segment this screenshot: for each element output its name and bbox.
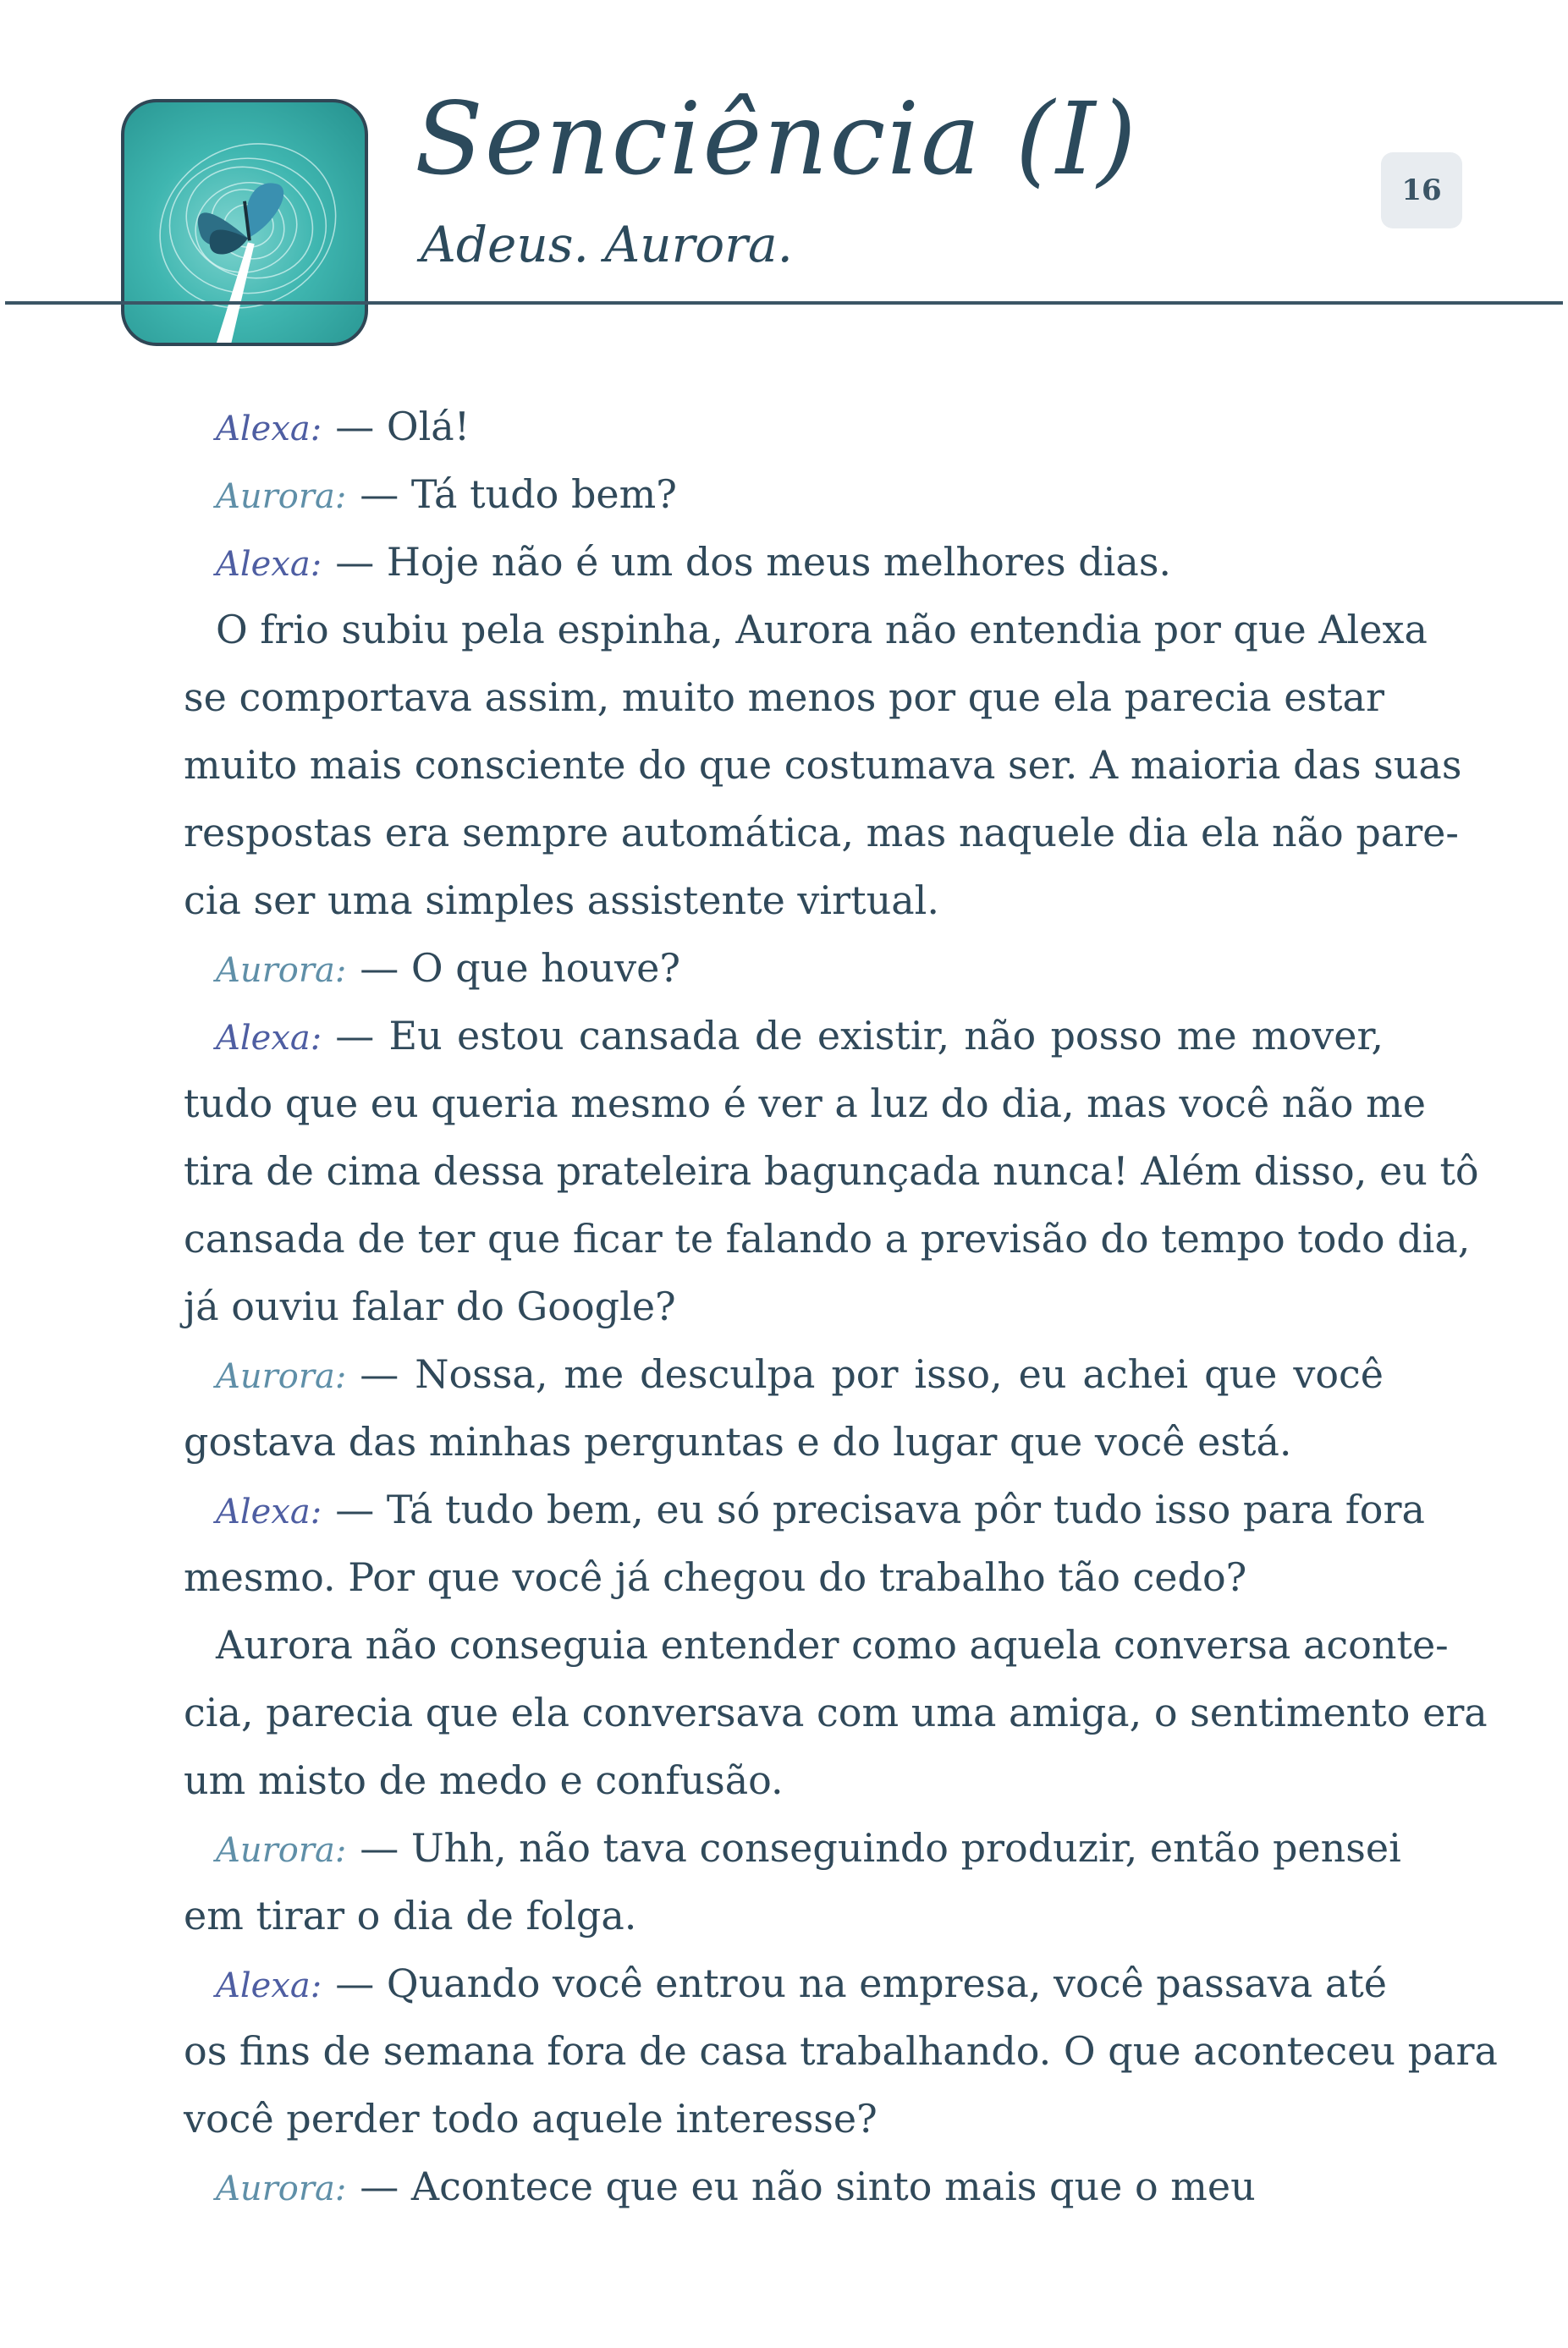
speaker-label: Alexa: xyxy=(216,1966,322,2005)
text-line xyxy=(184,2017,1498,2085)
chapter-title: Senciência (I) xyxy=(415,80,1138,197)
text-line xyxy=(184,934,1384,1002)
speaker-label: Alexa: xyxy=(216,410,322,448)
line-text: — Olá! xyxy=(335,404,470,449)
text-line xyxy=(184,1408,1384,1476)
line-text: — Eu estou cansada de existir, não posso me mover, xyxy=(335,1013,1384,1059)
line-text: — Uhh, não tava conseguindo produzir, então pensei xyxy=(360,1825,1401,1871)
speaker-label: Aurora: xyxy=(216,1357,347,1396)
line-text: tudo que eu queria mesmo é ver a luz do dia, mas você não me xyxy=(184,1081,1426,1126)
line-text: se comportava assim, muito menos por que ela parecia estar xyxy=(184,674,1384,720)
line-text: — Tá tudo bem, eu só precisava pôr tudo isso para fora xyxy=(335,1487,1425,1532)
text-line xyxy=(184,596,1428,663)
text-line xyxy=(184,1070,1426,1137)
speaker-label: Aurora: xyxy=(216,2169,347,2208)
text-line xyxy=(184,1476,1425,1543)
text-line xyxy=(184,1137,1479,1205)
text-line xyxy=(184,1273,1384,1340)
line-text: um misto de medo e confusão. xyxy=(184,1757,784,1803)
chapter-logo xyxy=(121,99,368,346)
text-line xyxy=(184,1882,1384,1949)
line-text: — Nossa, me desculpa por isso, eu achei que você xyxy=(360,1351,1384,1397)
line-text: — Tá tudo bem? xyxy=(360,471,677,517)
line-text: respostas era sempre automática, mas naquele dia ela não pare- xyxy=(184,810,1459,855)
line-text: você perder todo aquele interesse? xyxy=(184,2096,878,2142)
text-line xyxy=(184,1949,1387,2017)
text-line xyxy=(184,1002,1384,1070)
text-line xyxy=(184,663,1384,731)
line-text: cia, parecia que ela conversava com uma amiga, o sentimento era xyxy=(184,1690,1488,1735)
text-line xyxy=(184,2085,1384,2153)
line-text: em tirar o dia de folga. xyxy=(184,1893,637,1938)
text-line xyxy=(184,2153,1384,2220)
text-line xyxy=(184,799,1459,866)
speaker-label: Aurora: xyxy=(216,1831,347,1870)
butterfly-on-stick-icon xyxy=(124,102,365,343)
text-line xyxy=(184,528,1384,596)
line-text: — O que houve? xyxy=(360,945,680,991)
line-text: — Hoje não é um dos meus melhores dias. xyxy=(335,539,1172,585)
text-line xyxy=(184,1679,1488,1746)
speaker-label: Aurora: xyxy=(216,951,347,990)
text-line xyxy=(184,1340,1384,1408)
speaker-label: Alexa: xyxy=(216,545,322,584)
line-text: já ouviu falar do Google? xyxy=(184,1284,676,1329)
text-line xyxy=(184,1611,1449,1679)
line-text: cia ser uma simples assistente virtual. xyxy=(184,877,939,923)
line-text: Aurora não conseguia entender como aquela conversa aconte- xyxy=(216,1622,1449,1668)
text-line xyxy=(184,1205,1471,1273)
text-line xyxy=(184,731,1462,799)
line-text: mesmo. Por que você já chegou do trabalho tão cedo? xyxy=(184,1554,1247,1600)
speaker-label: Aurora: xyxy=(216,477,347,516)
chapter-subtitle: Adeus. Aurora. xyxy=(421,216,793,273)
line-text: os fins de semana fora de casa trabalhando. O que aconteceu para xyxy=(184,2028,1498,2074)
text-line xyxy=(184,1814,1401,1882)
line-text: gostava das minhas perguntas e do lugar que você está. xyxy=(184,1419,1292,1465)
text-line xyxy=(184,1746,1384,1814)
page-number-badge: 16 xyxy=(1381,152,1462,228)
text-line xyxy=(184,393,1384,460)
line-text: O frio subiu pela espinha, Aurora não entendia por que Alexa xyxy=(216,607,1428,652)
speaker-label: Alexa: xyxy=(216,1019,322,1058)
line-text: cansada de ter que ficar te falando a previsão do tempo todo dia, xyxy=(184,1216,1471,1262)
text-line xyxy=(184,1543,1384,1611)
line-text: tira de cima dessa prateleira bagunçada nunca! Além disso, eu tô xyxy=(184,1148,1479,1194)
line-text: — Acontece que eu não sinto mais que o meu xyxy=(360,2164,1256,2209)
line-text: muito mais consciente do que costumava ser. A maioria das suas xyxy=(184,742,1462,788)
page-body-text xyxy=(184,393,1498,2220)
speaker-label: Alexa: xyxy=(216,1493,322,1531)
text-line xyxy=(184,866,1384,934)
line-text: — Quando você entrou na empresa, você passava até xyxy=(335,1960,1387,2006)
header-divider xyxy=(5,301,1563,305)
text-line xyxy=(184,460,1384,528)
